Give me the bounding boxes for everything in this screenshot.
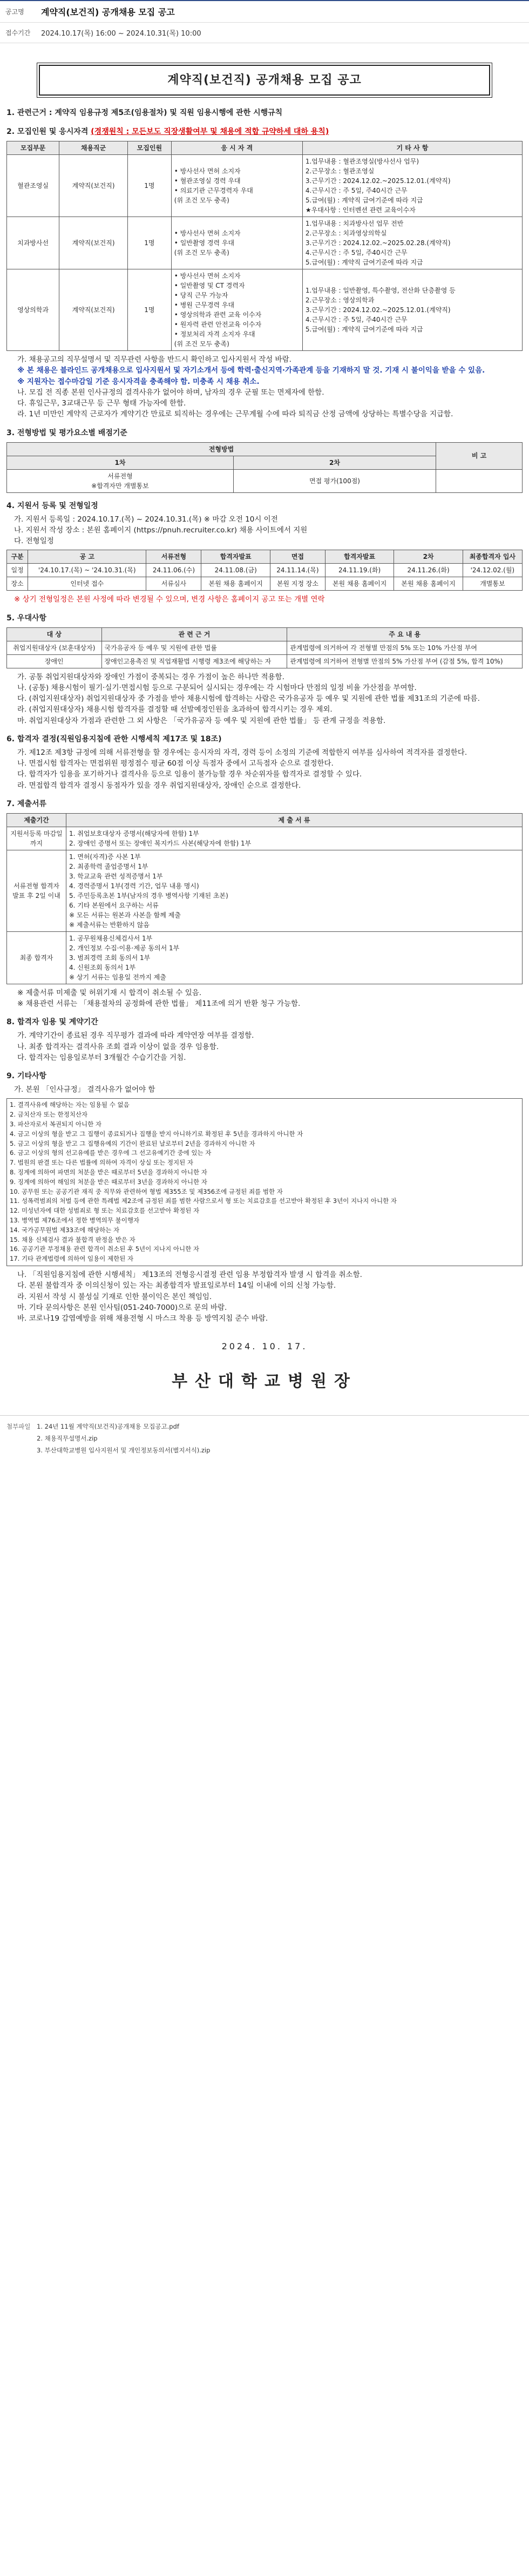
qual-line: • 방사선사 면허 소지자	[174, 167, 241, 175]
recruit-etc	[302, 217, 522, 269]
qual-line: • 영상의학과 관련 교육 이수자	[174, 311, 262, 319]
schedule-col-header: 면접	[270, 550, 325, 564]
schedule-table	[6, 550, 523, 591]
disqualification-item: 3. 파산자로서 복권되지 아니한 자	[10, 1120, 102, 1128]
screening-1st-note: ※합격자만 개별통보	[91, 482, 149, 490]
schedule-col-header: 공 고	[28, 550, 146, 564]
section-7-notes	[6, 988, 523, 1010]
disqualification-item: 1. 결격사유에 해당하는 자는 임용될 수 없음	[10, 1101, 130, 1109]
preference-cell: 취업지원대상자 (보훈대상자)	[7, 641, 102, 654]
etc-line: 5.급여(월) : 계약직 급여기준에 따라 지급	[305, 326, 423, 333]
recruit-dept: 영상의학과	[7, 269, 59, 351]
section-6-lines	[6, 747, 523, 791]
section-5-note: 마. 취업지원대상자 가점과 관련한 그 외 사항은 「국가유공자 등 예우 및 지원에 관한 법률」 등 관계 규정을 적용함.	[17, 716, 386, 725]
disqualification-item: 17. 기타 관계법령에 의하여 임용이 제한된 자	[10, 1255, 134, 1263]
notice-meta	[0, 0, 529, 43]
document-title: 계약직(보건직) 공개채용 모집 공고	[39, 65, 490, 96]
section-6-line: 나. 면접시험 합격자는 면접위원 평정점수 평균 60점 이상 득점자 중에서 고득점자 순으로 결정한다.	[17, 759, 334, 768]
recruit-col-header: 기 타 사 항	[302, 141, 522, 155]
screening-remark	[436, 469, 523, 492]
attachments	[0, 1415, 529, 1462]
schedule-place: 본원 채용 홈페이지	[325, 577, 394, 591]
recruit-quals	[171, 217, 302, 269]
section-2-title: 2. 모집인원 및 응시자격	[6, 127, 89, 136]
section-7-note: ※ 채용관련 서류는 「채용절차의 공정화에 관한 법률」 제11조에 의거 반환 청구 가능함.	[17, 999, 301, 1008]
qual-line: • 일반촬영 경력 우대	[174, 239, 235, 247]
attachment-file-link[interactable]: 3. 부산대학교병원 입사지원서 및 개인정보동의서(별지서식).zip	[37, 1446, 211, 1454]
recruit-row	[7, 269, 523, 351]
preference-row	[7, 641, 523, 654]
document-item: 2. 개인정보 수집·이용·제공 동의서 1부	[69, 944, 180, 952]
documents-col-header: 제출기간	[7, 813, 66, 827]
recruit-dept: 치과방사선	[7, 217, 59, 269]
documents-items	[66, 931, 523, 984]
section-6-heading: 6. 합격자 결정(직원임용지침에 관한 시행세칙 제17조 및 18조)	[6, 734, 222, 743]
notice-title: 계약직(보건직) 공개채용 모집 공고	[41, 7, 175, 17]
schedule-date: 24.11.26.(화)	[394, 564, 463, 577]
screening-1st-cell	[7, 469, 234, 492]
section-9-line: 마. 기타 문의사항은 본원 인사팀(051-240-7000)으로 문의 바람.	[17, 1303, 227, 1312]
disqualification-item: 5. 금고 이상의 형을 받고 그 집행유예의 기간이 완료된 날로부터 2년을 경과하지 아니한 자	[10, 1139, 255, 1147]
screening-col-1st: 1차	[7, 456, 234, 469]
etc-line: 2.근무장소 : 영상의학과	[305, 296, 375, 304]
section-9-line: 바. 코로나19 감염예방을 위해 채용전형 시 마스크 착용 등 방역지침 준수 바람.	[17, 1314, 268, 1323]
document-item: 2. 최종학력 졸업증명서 1부	[69, 862, 148, 870]
recruit-row	[7, 155, 523, 217]
recruit-etc	[302, 155, 522, 217]
section-8-line: 나. 최종 합격자는 결격사유 조회 결과 이상이 없을 경우 임용함.	[17, 1042, 219, 1051]
recruit-col-header: 모집인원	[127, 141, 171, 155]
section-4-lines	[6, 514, 523, 547]
section-2-note: 라. 1년 미만인 계약직 근로자가 계약기간 만료로 퇴직하는 경우에는 근무계월 수에 따라 퇴직금 산정 금액에 상당하는 특별수당을 지급함.	[17, 410, 453, 419]
section-2-note: ※ 본 채용은 블라인드 공개채용으로 입사지원서 및 자기소개서 등에 학력·출신지역·가족관계 등을 기재하지 말 것. 기재 시 불이익을 받을 수 있음.	[17, 366, 485, 375]
schedule-date: 24.11.08.(금)	[201, 564, 270, 577]
schedule-date: 24.11.14.(목)	[270, 564, 325, 577]
schedule-note: ※ 상기 전형일정은 본원 사정에 따라 변경될 수 있으며, 변경 사항은 홈페이지 공고 또는 개별 연락	[14, 595, 325, 604]
application-period: 2024.10.17(목) 16:00 ~ 2024.10.31(목) 10:00	[41, 30, 201, 38]
section-7-heading: 7. 제출서류	[6, 799, 47, 808]
disqualification-item: 13. 병역법 제76조에서 정한 병역의무 불이행자	[10, 1216, 140, 1224]
documents-row	[7, 931, 523, 984]
recruit-count: 1명	[127, 155, 171, 217]
document-item: 1. 면허(자격)증 사본 1부	[69, 853, 141, 861]
documents-items	[66, 850, 523, 931]
recruit-etc	[302, 269, 522, 351]
document-item: 2. 장애인 증명서 또는 장애인 복지카드 사본(해당자에 한함) 1부	[69, 839, 252, 847]
screening-col-2nd: 2차	[233, 456, 436, 469]
disqualification-list	[7, 1099, 523, 1266]
etc-line: 1.업무내용 : 일반촬영, 특수촬영, 전산화 단층촬영 등	[305, 287, 456, 294]
schedule-date: 24.11.06.(수)	[146, 564, 201, 577]
etc-line: 1.업무내용 : 치과방사선 업무 전반	[305, 220, 404, 227]
section-9-line: 다. 본원 불합격자 중 이의신청이 있는 자는 최종합격자 발표일로부터 14일 이내에 이의 신청 가능함.	[17, 1281, 336, 1290]
section-4-heading: 4. 지원서 등록 및 전형일정	[6, 501, 98, 510]
notice-date: 2024. 10. 17.	[221, 1341, 308, 1352]
recruit-col-header: 모집부문	[7, 141, 59, 155]
recruit-job: 계약직(보건직)	[59, 269, 128, 351]
recruit-dept: 혈관조영실	[7, 155, 59, 217]
screening-col-note: 비 고	[436, 442, 523, 469]
schedule-date: '24.12.02.(월)	[463, 564, 522, 577]
section-8-heading: 8. 합격자 임용 및 계약기간	[6, 1018, 98, 1027]
schedule-place: 장소	[7, 577, 28, 591]
etc-line: 4.근무시간 : 주 5일, 주40시간 근무	[305, 187, 408, 194]
qual-line: • 의료기관 근무경력자 우대	[174, 187, 253, 194]
preference-cell: 장애인	[7, 654, 102, 668]
preference-row	[7, 654, 523, 668]
schedule-col-header: 합격자발표	[201, 550, 270, 564]
qual-line: (위 조건 모두 충족)	[174, 340, 229, 348]
qual-line: • 혈관조영실 경력 우대	[174, 177, 241, 185]
recruit-col-header: 응 시 자 격	[171, 141, 302, 155]
notice-document	[2, 65, 527, 1394]
schedule-place: 인터넷 접수	[28, 577, 146, 591]
section-2-notes	[6, 354, 523, 420]
attachment-list	[37, 1421, 523, 1457]
section-9-line: 나. 「직원임용지침에 관한 시행세칙」 제13조의 전형응시결정 관련 임용 부정합격자 발생 시 합격을 취소함.	[17, 1270, 362, 1280]
schedule-place: 서류심사	[146, 577, 201, 591]
preference-col-header: 주 요 내 용	[287, 627, 523, 641]
section-2-note: ※ 지원자는 접수마감일 기준 응시자격을 충족해야 함. 미충족 시 채용 취소.	[17, 377, 260, 386]
section-7-note: ※ 제출서류 미제출 및 허위기재 시 합격이 취소될 수 있음.	[17, 988, 202, 997]
disqualification-item: 12. 미성년자에 대한 성범죄로 형 또는 치료감호를 선고받아 확정된 자	[10, 1207, 200, 1215]
schedule-col-header: 서류전형	[146, 550, 201, 564]
section-6-line: 라. 면접합격 합격자 결정시 동점자가 있을 경우 취업지원대상자, 장애인 순으로 결정한다.	[17, 781, 301, 790]
qual-line: • 방사선사 면허 소지자	[174, 229, 241, 237]
etc-line: 4.근무시간 : 주 5일, 주40시간 근무	[305, 316, 408, 323]
document-item: ※ 상기 서류는 임용일 전까지 제출	[69, 973, 166, 981]
document-item: 6. 기타 본원에서 요구하는 서류	[69, 901, 159, 909]
qual-line: • 병원 근무경력 우대	[174, 301, 235, 309]
meta-period-label: 접수기간	[5, 29, 31, 37]
etc-line: 2.근무장소 : 혈관조영실	[305, 167, 375, 175]
schedule-col-header: 구분	[7, 550, 28, 564]
qual-line: (위 조건 모두 충족)	[174, 249, 229, 256]
meta-title-row	[0, 1, 529, 23]
schedule-place: 본원 채용 홈페이지	[201, 577, 270, 591]
disqualification-item: 10. 공무원 또는 공공기관 재직 중 직무와 관련하여 형법 제355조 및 제356조에 규정된 죄를 범한 자	[10, 1187, 283, 1195]
disqualification-item: 11. 성폭력범죄의 처벌 등에 관한 특례법 제2조에 규정된 죄를 범한 사람으로서 형 또는 치료감호를 선고받아 확정된 후 3년이 지나지 아니한 자	[10, 1197, 397, 1205]
section-4-line[interactable]: 나. 지원서 작성 장소 : 본원 홈페이지 (https://pnuh.recruiter.co.kr) 채용 사이트에서 지원	[14, 525, 308, 535]
section-9-heading: 9. 기타사항	[6, 1072, 47, 1080]
documents-period: 서류전형 합격자 발표 후 2일 이내	[7, 850, 66, 931]
recruit-count: 1명	[127, 269, 171, 351]
disqualification-item: 2. 금치산자 또는 한정치산자	[10, 1111, 88, 1119]
section-2-note: 나. 모집 전 직종 본원 인사규정의 결격사유가 없어야 하며, 남자의 경우 군필 또는 면제자에 한함.	[17, 388, 324, 397]
documents-period: 지원서등록 마감일까지	[7, 827, 66, 850]
section-5-note: 나. (공통) 채용시험이 필기·실기·면접시험 등으로 구분되어 실시되는 경우에는 각 시험마다 만점의 일정 비율 가산점을 부여함.	[17, 683, 417, 692]
schedule-date: 일정	[7, 564, 28, 577]
document-item: ※ 모든 서류는 원본과 사본을 함께 제출	[69, 911, 181, 919]
recruit-row	[7, 217, 523, 269]
etc-line: 3.근무기간 : 2024.12.02.~2025.12.01.(계약직)	[305, 306, 451, 314]
section-4-line: 가. 지원서 등록일 : 2024.10.17.(목) ~ 2024.10.31.(목) ※ 마감 오전 10시 이전	[14, 515, 278, 524]
documents-col-header: 제 출 서 류	[66, 813, 523, 827]
document-item: 4. 신원조회 동의서 1부	[69, 963, 136, 971]
meta-title-label: 공고명	[5, 8, 24, 16]
recruit-count: 1명	[127, 217, 171, 269]
qual-line: • 원자력 관련 안전교육 이수자	[174, 321, 262, 328]
recruit-table	[6, 141, 523, 351]
section-8-lines	[6, 1030, 523, 1063]
schedule-date: '24.10.17.(목) ~ '24.10.31.(목)	[28, 564, 146, 577]
disqualification-item: 4. 금고 이상의 형을 받고 그 집행이 종료되거나 집행을 받지 아니하기로 확정된 후 5년을 경과하지 아니한 자	[10, 1130, 303, 1138]
disqualification-item: 14. 국가공무원법 제33조에 해당하는 자	[10, 1226, 120, 1234]
schedule-col-header: 최종합격자 입사	[463, 550, 522, 564]
schedule-date: 24.11.19.(화)	[325, 564, 394, 577]
schedule-place: 본원 지정 장소	[270, 577, 325, 591]
section-9-line: 라. 지원서 작성 시 불성실 기재로 인한 불이익은 본인 책임임.	[17, 1292, 212, 1301]
attachments-label: 첨부파일	[6, 1423, 31, 1431]
qual-line: (위 조건 모두 충족)	[174, 197, 229, 204]
document-item: 3. 학교교육 관련 성적증명서 1부	[69, 872, 163, 880]
preference-col-header: 관 련 근 거	[101, 627, 287, 641]
documents-table	[6, 813, 523, 984]
section-3-heading: 3. 전형방법 및 평가요소별 배점기준	[6, 428, 127, 437]
disqualification-item: 16. 공공기관 부정채용 관련 합격이 취소된 후 5년이 지나지 아니한 자	[10, 1245, 199, 1253]
recruit-quals	[171, 269, 302, 351]
screening-table	[6, 442, 523, 493]
schedule-col-header: 2차	[394, 550, 463, 564]
section-2-note: 다. 휴일근무, 3교대근무 등 근무 형태 가능자에 한함.	[17, 399, 186, 408]
section-5-note: 라. (취업지원대상자) 채용시험 합격자를 결정할 때 선발예정인원을 초과하여 합격시키는 경우 제외.	[17, 705, 333, 714]
preference-cell: 국가유공자 등 예우 및 지원에 관한 법률	[101, 641, 287, 654]
section-2-note: 가. 채용공고의 직무설명서 및 직무관련 사항을 반드시 확인하고 입사지원서 작성 바람.	[17, 355, 291, 364]
etc-line: 5.급여(월) : 계약직 급여기준에 따라 지급	[305, 259, 423, 266]
etc-line: 2.근무장소 : 치과영상의학실	[305, 229, 387, 237]
section-5-note: 다. (취업지원대상자) 취업지원대상자 중 가점을 받아 채용시험에 합격하는 사람은 국가유공자 등 예우 및 지원에 관한 법률 제31조의 기준에 따름.	[17, 694, 480, 703]
preference-cell: 관계법령에 의거하여 전형별 만점의 5% 가산점 부여 (감점 5%, 합격 10%)	[287, 654, 523, 668]
schedule-col-header: 합격자발표	[325, 550, 394, 564]
disqualification-item: 9. 징계에 의하여 해임의 처분을 받은 때로부터 3년을 경과하지 아니한 자	[10, 1178, 207, 1186]
screening-1st: 서류전형	[107, 472, 133, 480]
disqualification-item: 7. 법원의 판결 또는 다른 법률에 의하여 자격이 상실 또는 정지된 자	[10, 1159, 194, 1167]
qual-line: • 일반촬영 및 CT 경력자	[174, 282, 245, 289]
qual-line: • 방사선사 면허 소지자	[174, 272, 241, 280]
disqualification-box	[6, 1098, 523, 1266]
screening-col-method: 전형방법	[7, 442, 436, 456]
issuer-name: 부산대학교병원장	[172, 1372, 357, 1391]
section-6-line: 가. 제12조 제3항 규정에 의해 서류전형을 할 경우에는 응시자의 자격, 경력 등이 소정의 기준에 적합한지 여부를 심사하여 적격자를 결정한다.	[17, 748, 467, 757]
preference-cell: 관계법령에 의거하여 각 전형별 만점의 5% 또는 10% 가산점 부여	[287, 641, 523, 654]
screening-2nd: 면접 평가(100점)	[233, 469, 436, 492]
document-item: ※ 제출서류는 반환하지 않음	[69, 921, 150, 929]
qual-line: • 당직 근무 가능자	[174, 292, 228, 299]
documents-row	[7, 850, 523, 931]
section-9-lines	[6, 1269, 523, 1324]
attachment-file-link[interactable]: 1. 24년 11월 계약직(보건직)공개채용 모집공고.pdf	[37, 1423, 179, 1431]
recruit-job: 계약직(보건직)	[59, 155, 128, 217]
document-item: 3. 범죄경력 조회 동의서 1부	[69, 954, 151, 962]
section-9-first: 가. 본원 「인사규정」 결격사유가 없어야 함	[14, 1085, 155, 1094]
section-8-line: 가. 계약기간이 종료된 경우 직무평가 결과에 따라 계약연장 여부를 결정함.	[17, 1031, 254, 1040]
section-4-line: 다. 전형일정	[14, 537, 54, 545]
qual-line: • 정보처리 자격 소지자 우대	[174, 330, 255, 338]
preference-table	[6, 627, 523, 668]
documents-period: 최종 합격자	[7, 931, 66, 984]
documents-row	[7, 827, 523, 850]
section-6-line: 다. 합격자가 임용을 포기하거나 결격사유 등으로 임용이 불가능할 경우 차순위자를 합격자로 결정할 수 있다.	[17, 770, 362, 779]
disqualification-item: 15. 채용 신체검사 결과 불합격 판정을 받은 자	[10, 1235, 135, 1243]
schedule-place: 본원 채용 홈페이지	[394, 577, 463, 591]
recruit-job: 계약직(보건직)	[59, 217, 128, 269]
section-2-heading	[6, 126, 523, 138]
attachment-file-link[interactable]: 2. 채용직무설명서.zip	[37, 1435, 98, 1443]
section-5-heading: 5. 우대사항	[6, 613, 47, 623]
disqualification-item: 6. 금고 이상의 형의 선고유예를 받은 경우에 그 선고유예기간 중에 있는 자	[10, 1149, 212, 1157]
etc-line: 4.근무시간 : 주 5일, 주40시간 근무	[305, 249, 408, 256]
section-8-line: 다. 합격자는 임용일로부터 3개월간 수습기간을 거침.	[17, 1053, 186, 1062]
schedule-place: 개별통보	[463, 577, 522, 591]
recruit-quals	[171, 155, 302, 217]
document-item: 1. 공무원채용신체검사서 1부	[69, 934, 153, 942]
recruit-col-header: 채용직군	[59, 141, 128, 155]
preference-col-header: 대 상	[7, 627, 102, 641]
etc-line: 3.근무기간 : 2024.12.02.~2025.02.28.(계약직)	[305, 239, 451, 247]
meta-period-row	[0, 23, 529, 43]
document-item: 5. 주민등록초본 1부(남자의 경우 병역사항 기재된 초본)	[69, 891, 228, 900]
section-1-heading: 1. 관련근거 : 계약직 임용규정 제5조(임용절차) 및 직원 임용시행에 관한 시행규칙	[6, 109, 283, 117]
document-item: 4. 경력증명서 1부(경력 기간, 업무 내용 명시)	[69, 882, 199, 890]
section-5-note: 가. 공통 취업지원대상자와 장애인 가점이 중복되는 경우 가점이 높은 하나만 적용함.	[17, 672, 284, 681]
section-2-red-note: (경쟁원칙 : 모든보도 직장생활여부 및 채용에 적합 규약하세 대하 용칙)	[91, 127, 329, 136]
section-5-notes	[6, 672, 523, 726]
etc-line: 3.근무기간 : 2024.12.02.~2025.12.01.(계약직)	[305, 177, 451, 185]
documents-items	[66, 827, 523, 850]
etc-line: 1.업무내용 : 혈관조영실(방사선사 업무)	[305, 158, 419, 165]
etc-line: 5.급여(월) : 계약직 급여기준에 따라 지급	[305, 197, 423, 204]
document-item: 1. 취업보호대상자 증명서(해당자에 한함) 1부	[69, 829, 199, 837]
preference-cell: 장애인고용촉진 및 직업재활법 시행령 제3조에 해당하는 자	[101, 654, 287, 668]
disqualification-item: 8. 징계에 의하여 파면의 처분을 받은 때로부터 5년을 경과하지 아니한 자	[10, 1168, 207, 1176]
etc-line: ★우대사항 : 인터벤션 관련 교육이수자	[305, 206, 416, 214]
